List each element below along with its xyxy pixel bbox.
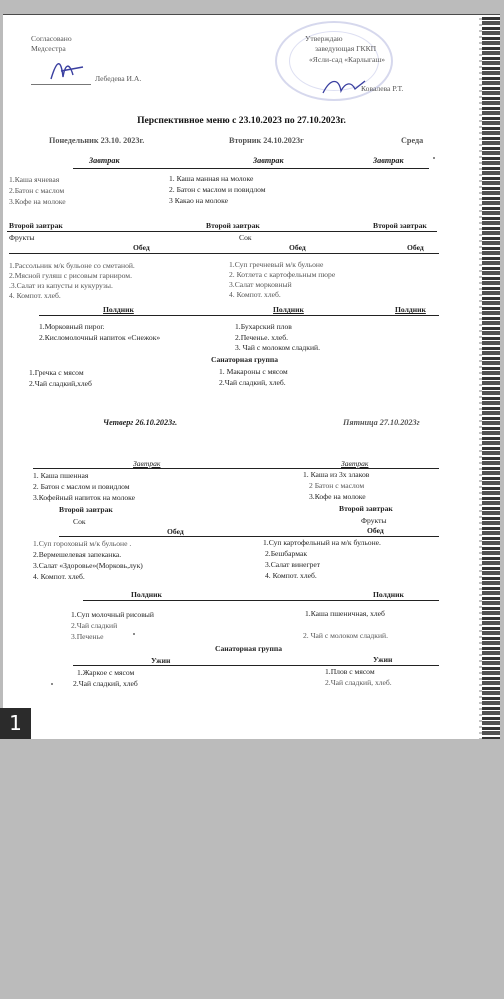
mon-breakfast-3: 3.Кофе на молоке <box>9 197 66 206</box>
tue-breakfast-3: 3 Какао на молоке <box>169 196 228 205</box>
fri-snack-2: 2. Чай с молоком сладкий. <box>303 631 388 640</box>
document-page <box>3 14 500 739</box>
tue-breakfast-heading: Завтрак <box>253 156 284 165</box>
fri-snack-heading: Полдник <box>373 590 404 599</box>
thu-lunch-1: 1.Суп гороховый м/к бульоне . <box>33 539 132 548</box>
thu-lunch-4: 4. Компот. хлеб. <box>33 572 85 581</box>
wed-lunch-heading: Обед <box>407 243 424 252</box>
thu-lunch-2: 2.Вермешелевая запеканка. <box>33 550 122 559</box>
fri-second-heading: Второй завтрак <box>339 504 393 513</box>
wed-snack-heading: Полдник <box>395 305 426 314</box>
wed-second-heading: Второй завтрак <box>373 221 427 230</box>
tue-breakfast-1: 1. Каша манная на молоке <box>169 174 254 183</box>
approve-left-3: Лебедева И.А. <box>95 74 142 83</box>
scan-speck <box>51 683 53 685</box>
tue-second-heading: Второй завтрак <box>206 221 260 230</box>
page-title: Перспективное меню с 23.10.2023 по 27.10.2023г. <box>137 115 346 126</box>
mon-snack-1: 1.Морковный пирог. <box>39 322 105 331</box>
sanatorium-heading-bottom: Санаторная группа <box>215 644 283 653</box>
fri-dinner-2: 2.Чай сладкий, хлеб. <box>325 678 392 687</box>
mon-breakfast-2: 2.Батон с маслом <box>9 186 65 195</box>
fri-snack-1: 1.Каша пшеничная, хлеб <box>305 609 385 618</box>
tue-breakfast-2: 2. Батон с маслом и повидлом <box>169 185 266 194</box>
fri-lunch-4: 4. Компот. хлеб. <box>265 571 317 580</box>
thu-dinner-1: 1.Жаркое с мясом <box>77 668 135 677</box>
fri-breakfast-heading: Завтрак <box>341 459 369 468</box>
page-number-badge: 1 <box>0 708 31 739</box>
second-breakfast-rule <box>7 231 437 232</box>
mon-snack-heading: Полдник <box>103 305 134 314</box>
mon-lunch-3: .3.Салат из капусты и кукурузы. <box>9 281 113 290</box>
day-thursday: Четверг 26.10.2023г. <box>103 418 178 427</box>
thu-breakfast-3: 3.Кофейный напиток на молоке <box>33 493 136 502</box>
signature-line <box>31 84 91 85</box>
thu-lunch-heading: Обед <box>167 527 184 536</box>
thu-snack-3: 3.Печенье <box>71 632 104 641</box>
thu-breakfast-heading: Завтрак <box>133 459 161 468</box>
mon-second-item: Фрукты <box>9 233 35 242</box>
fri-lunch-3: 3.Салат винегрет <box>265 560 321 569</box>
thu-dinner-2: 2.Чай сладкий, хлеб <box>73 679 138 688</box>
mon-snack-2: 2.Кисломолочный напиток «Снежок» <box>39 333 161 342</box>
fri-lunch-2: 2.Бешбармак <box>265 549 308 558</box>
thu-snack-heading: Полдник <box>131 590 162 599</box>
snack-rule <box>39 315 439 316</box>
thu-snack-2: 2.Чай сладкий <box>71 621 118 630</box>
thu-dinner-heading: Ужин <box>151 656 171 665</box>
fri-dinner-1: 1.Плов с мясом <box>325 667 375 676</box>
sanatorium-heading-top: Санаторная группа <box>211 355 279 364</box>
approve-right-4: Ковалева Р.Т. <box>361 84 404 93</box>
fri-dinner-heading: Ужин <box>373 655 393 664</box>
approve-right-2: заведующая ГККП <box>315 44 377 53</box>
fri-lunch-heading: Обед <box>367 526 384 535</box>
thu-breakfast-1: 1. Каша пшенная <box>33 471 89 480</box>
thu-snack-rule <box>83 600 439 601</box>
tue-second-item: Сок <box>239 233 252 242</box>
wed-breakfast-heading: Завтрак <box>373 156 404 165</box>
day-monday: Понедельник 23.10. 2023г. <box>49 136 145 145</box>
tue-lunch-heading: Обед <box>289 243 306 252</box>
thu-second-item: Сок <box>73 517 86 526</box>
scan-binding-edge <box>482 15 500 739</box>
day-friday: Пятница 27.10.2023г <box>343 418 420 427</box>
tue-snack-heading: Полдник <box>273 305 304 314</box>
mon-sanatorium-2: 2.Чай сладкий,хлеб <box>29 379 92 388</box>
lunch-rule <box>9 253 439 254</box>
breakfast-rule <box>73 168 429 169</box>
tue-snack-2: 2.Печенье. хлеб. <box>235 333 288 342</box>
thu-second-heading: Второй завтрак <box>59 505 113 514</box>
mon-breakfast-1: 1.Каша ячневая <box>9 175 60 184</box>
tue-sanatorium-2: 2.Чай сладкий, хлеб. <box>219 378 286 387</box>
tue-snack-3: 3. Чай с молоком сладкий. <box>235 343 320 352</box>
scan-speck <box>133 633 135 635</box>
approve-left-1: Согласовано <box>31 34 72 43</box>
tue-lunch-3: 3.Салат морковный <box>229 280 292 289</box>
tue-snack-1: 1.Бухарский плов <box>235 322 292 331</box>
thu-breakfast-rule <box>33 468 439 469</box>
fri-breakfast-2: 2 Батон с маслом <box>309 481 365 490</box>
mon-second-heading: Второй завтрак <box>9 221 63 230</box>
mon-lunch-1: 1.Рассольник м/к бульоне со сметаной. <box>9 261 135 270</box>
approve-right-3: «Ясли-сад «Карлыгаш» <box>309 55 386 64</box>
mon-breakfast-heading: Завтрак <box>89 156 120 165</box>
day-wednesday: Среда <box>401 136 424 145</box>
thu-lunch-rule <box>59 536 439 537</box>
tue-lunch-1: 1.Суп гречневый м/к бульоне <box>229 260 324 269</box>
tue-sanatorium-1: 1. Макароны с мясом <box>219 367 288 376</box>
mon-lunch-4: 4. Компот. хлеб. <box>9 291 61 300</box>
nurse-signature <box>47 55 87 85</box>
thu-breakfast-2: 2. Батон с маслом и повидлом <box>33 482 130 491</box>
tue-lunch-4: 4. Компот. хлеб. <box>229 290 281 299</box>
fri-second-item: Фрукты <box>361 516 387 525</box>
fri-lunch-1: 1.Суп картофельный на м/к бульоне. <box>263 538 381 547</box>
fri-breakfast-3: 3.Кофе на молоке <box>309 492 366 501</box>
approve-left-2: Медсестра <box>31 44 66 53</box>
mon-lunch-2: 2.Мясной гуляш с рисовым гарниром. <box>9 271 132 280</box>
dinner-rule <box>73 665 439 666</box>
tue-lunch-2: 2. Котлета с картофельным пюре <box>229 270 336 279</box>
day-tuesday: Вторник 24.10.2023г <box>229 136 304 145</box>
thu-snack-1: 1.Суп молочный рисовый <box>71 610 154 619</box>
fri-breakfast-1: 1. Каша из 3х злаков <box>303 470 370 479</box>
mon-lunch-heading: Обед <box>133 243 150 252</box>
thu-lunch-3: 3.Салат «Здоровье»(Морковь,лук) <box>33 561 143 570</box>
mon-sanatorium-1: 1.Гречка с мясом <box>29 368 84 377</box>
scan-speck <box>433 157 435 159</box>
approve-right-1: Утверждаю <box>305 34 343 43</box>
